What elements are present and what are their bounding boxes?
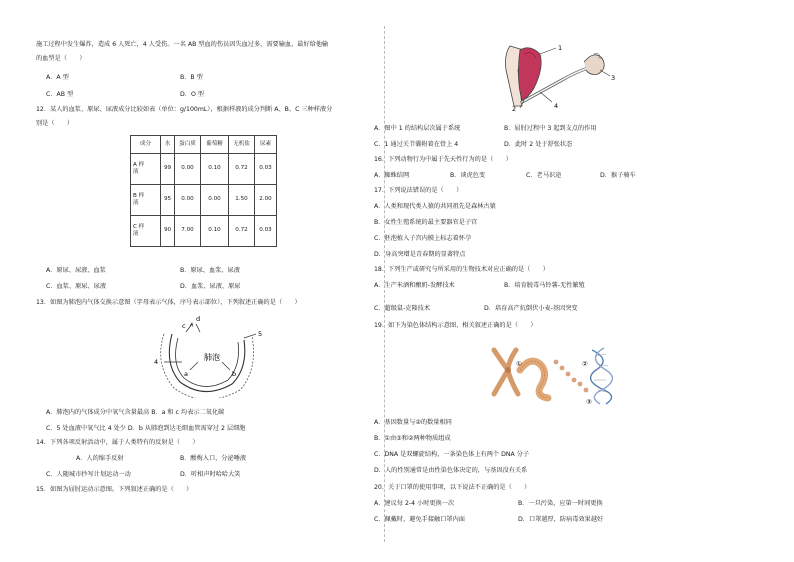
- table-cell: 0.00: [175, 154, 201, 185]
- q11-option-d: D．O 型: [180, 91, 204, 98]
- q14-option-c: C．人随城市抄写计划运动一动: [46, 471, 131, 478]
- q14-stem: 14．下列各项反射活动中，属于人类特有的反射是（ ）: [36, 439, 199, 446]
- q20-stem: 20．关于口罩的使用事项，以下说法不正确的是（ ）: [374, 484, 531, 491]
- q19-option-c: C．DNA 是双螺旋结构，一条染色体上有两个 DNA 分子: [374, 451, 530, 458]
- q14-option-d: D．听相声时哈哈大笑: [180, 471, 241, 478]
- blood-urine-table: [130, 135, 277, 247]
- table-header-cell: 成分: [131, 136, 161, 154]
- table-cell: 0.10: [201, 154, 229, 185]
- table-cell: 99: [161, 154, 175, 185]
- arm-label-2: 2: [512, 105, 517, 112]
- q16-option-a: A．蜘蛛结网: [374, 172, 410, 179]
- q17-option-a: A．人类和现代类人猿的共同祖先是森林古猿: [374, 203, 496, 210]
- table-header-cell: 尿素: [255, 136, 277, 154]
- table-row-name: A 样 液: [131, 154, 161, 185]
- table-row: [131, 185, 277, 216]
- q14-option-b: B．酸梅入口，分泌唾液: [180, 455, 247, 462]
- q19-option-d: D．人的性别通常是由性染色体决定的，与基因没有关系: [374, 467, 528, 474]
- q16-stem: 16．下列动物行为中属于先天性行为的是（ ）: [374, 156, 512, 163]
- table-row: [131, 216, 277, 247]
- table-cell: 90: [161, 216, 175, 247]
- table-cell: 0.00: [201, 185, 229, 216]
- q18-option-a: A．生产米酒和酿奶-发酵技术: [374, 282, 455, 289]
- table-cell: 0.72: [229, 216, 255, 247]
- table-row-name: B 样 液: [131, 185, 161, 216]
- table-cell: 0.00: [175, 185, 201, 216]
- chromosome-label-3: ③: [586, 398, 592, 406]
- q20-option-c: C．佩戴时，避免手接触口罩内面: [374, 516, 465, 523]
- q11-stem-line1: 施工过程中发生爆炸，造成 6 人死亡，4 人受伤。一名 AB 型血的伤员因失血过多，需要输血，最好给他输: [36, 41, 329, 48]
- q18-option-b: B．培育脱毒马铃薯-无性繁殖: [504, 282, 585, 289]
- q13-stem: 13．如图为肺泡内气体交换示意图（字母表示气体，序号表示部位），下列叙述正确的是（ ）: [36, 299, 301, 306]
- q12-stem-line2: 别是（ ）: [36, 120, 74, 127]
- q11-option-b: B．B 型: [180, 74, 203, 81]
- arm-label-4: 4: [554, 102, 559, 110]
- q18-option-c: C．超级鼠-克隆技术: [374, 305, 431, 312]
- table-header-cell: 无机盐: [229, 136, 255, 154]
- q17-stem: 17．下列说法错误的是（ ）: [374, 187, 463, 194]
- q17-option-c: C．胚泡植入子宫内膜上标志着怀孕: [374, 235, 472, 242]
- table-cell: 0.72: [229, 154, 255, 185]
- table-header-cell: 葡萄糖: [201, 136, 229, 154]
- alveolus-diagram: [152, 312, 274, 398]
- chromosome-label-1: ①: [516, 360, 522, 368]
- table-cell: 0.03: [255, 216, 277, 247]
- q11-option-a: A．A 型: [46, 74, 69, 81]
- table-cell: 7.00: [175, 216, 201, 247]
- q20-option-b: B．一旦污染，应第一时间更换: [518, 500, 603, 507]
- table-header-cell: 蛋白质: [175, 136, 201, 154]
- chromosome-diagram: [486, 340, 636, 406]
- table-cell: 2.00: [255, 185, 277, 216]
- q15-option-d: D．此时 2 处于舒张状态: [504, 141, 573, 148]
- q12-stem-line1: 12．某人的血浆、原尿、尿液成分比较如表（单位：g/100mL），根据样液的成分判断 A、B、C 三种样液分: [36, 106, 333, 113]
- q15-stem: 15．如图为屈肘运动示意图。下列叙述正确的是（ ）: [36, 486, 193, 493]
- arm-label-3: 3: [611, 74, 616, 82]
- label-c: c: [182, 322, 186, 330]
- label-b: b: [232, 370, 237, 378]
- q15-option-a: A．图中 1 的结构层次属于系统: [374, 125, 461, 132]
- q19-option-b: B．①由③和②两种物质组成: [374, 435, 451, 442]
- q13-option-ab: A．肺泡内的气体成分中氧气含量最高 B．a 和 c 均表示二氧化碳: [46, 409, 225, 416]
- label-d: d: [196, 315, 201, 323]
- table-cell: 1.50: [229, 185, 255, 216]
- q15-option-b: B．屈肘过程中 3 起到支点的作用: [504, 125, 597, 132]
- arm-muscle-diagram: [500, 40, 618, 112]
- q18-option-d: D．培育高产抗倒伏小麦-基因突变: [484, 305, 578, 312]
- q18-stem: 18．下列生产或研究与所采用的生物技术对应正确的是（ ）: [374, 266, 549, 273]
- q12-option-d: D．血浆、尿液、原尿: [180, 283, 241, 290]
- q20-option-d: D．口罩越厚，防病毒效果越好: [518, 516, 604, 523]
- q13-option-cd: C．5 处血液中氧气比 4 处少 D．b 从肺泡到达毛细血管需穿过 2 层细胞: [46, 425, 246, 432]
- table-row-name: C 样 液: [131, 216, 161, 247]
- q16-option-c: C．老马识途: [526, 172, 562, 179]
- arm-label-1: 1: [558, 44, 563, 52]
- table-cell: 95: [161, 185, 175, 216]
- q14-option-a: A．人的缩手反射: [76, 455, 124, 462]
- q11-option-c: C．AB 型: [46, 91, 74, 98]
- table-row: [131, 154, 277, 185]
- q19-stem: 19．如下为染色体结构示意图，相关叙述正确的是（ ）: [374, 322, 537, 329]
- table-header-cell: 水: [161, 136, 175, 154]
- q20-option-a: A．建议每 2-4 小时更换一次: [374, 500, 455, 507]
- table-header-row: [131, 136, 277, 154]
- q12-option-a: A．原尿、尿液、血浆: [46, 267, 106, 274]
- q16-option-d: D．猴子骑车: [600, 172, 636, 179]
- q16-option-b: B．谈虎色变: [450, 172, 486, 179]
- q15-option-c: C．1 通过关节囊附着在骨上 4: [374, 141, 459, 148]
- chromosome-label-2: ②: [582, 360, 588, 368]
- q17-option-b: B．女性生殖系统的最主要器官是子宫: [374, 219, 478, 226]
- q17-option-d: D．身高突增是青春期的显著特点: [374, 251, 466, 258]
- table-cell: 0.03: [255, 154, 277, 185]
- alveolus-center-label: 肺泡: [204, 353, 220, 362]
- label-5: 5: [258, 330, 263, 338]
- q11-stem-line2: 的血型是（ ）: [36, 55, 86, 62]
- table-cell: 0.10: [201, 216, 229, 247]
- label-4: 4: [154, 358, 159, 366]
- label-a: a: [184, 370, 188, 378]
- q19-option-a: A．基因数量与②的数量相同: [374, 419, 452, 426]
- q12-option-b: B．原尿、血浆、尿液: [180, 267, 240, 274]
- q12-option-c: C．血浆、原尿、尿液: [46, 283, 107, 290]
